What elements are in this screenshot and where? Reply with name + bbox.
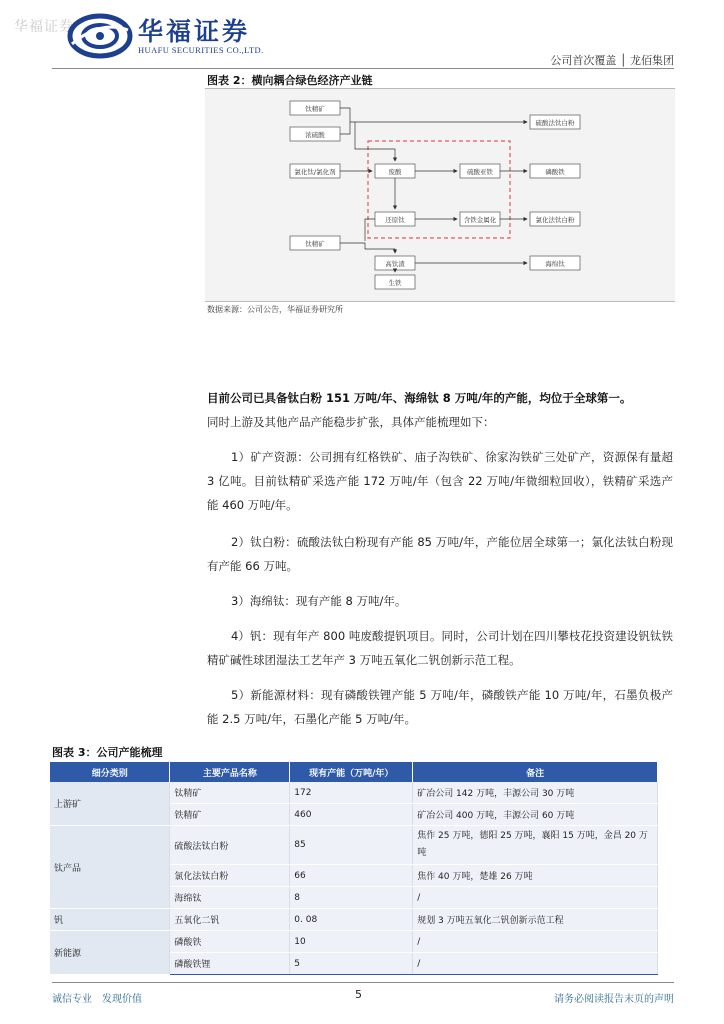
note-cell: 矿冶公司 400 万吨，丰源公司 60 万吨 [413, 804, 658, 826]
table-header-cell: 备注 [413, 762, 658, 782]
capacity-table [50, 762, 658, 975]
node-n6: 钛精矿 [305, 240, 325, 248]
node-n8: 硫酸亚铁 [467, 168, 493, 176]
note-cell: 规划 3 万吨五氧化二钒创新示范工程 [413, 909, 658, 931]
category-cell: 新能源 [50, 931, 170, 975]
note-cell: 焦作 40 万吨，楚雄 26 万吨 [413, 865, 658, 887]
capacity-cell: 5 [290, 953, 413, 975]
node-n4: 废酸 [388, 168, 402, 176]
table-row [50, 931, 658, 953]
product-cell: 硫酸法钛白粉 [170, 826, 290, 865]
note-cell: 焦作 25 万吨，德阳 25 万吨，襄阳 15 万吨，金昌 20 万吨 [413, 826, 658, 865]
note-cell: / [413, 953, 658, 975]
node-n10: 含铁金属化 [463, 216, 497, 224]
product-cell: 钛精矿 [170, 782, 290, 804]
figure-2-source: 数据来源：公司公告，华福证券研究所 [207, 305, 343, 314]
table-row [50, 782, 658, 804]
header-divider [52, 68, 674, 69]
paragraph-new-energy: 5）新能源材料：现有磷酸铁锂产能 5 万吨/年，磷酸铁产能 10 万吨/年，石墨负极产能 2.5 万吨/年，石墨化产能 5 万吨/年。 [207, 688, 673, 726]
table-3-title: 图表 3：公司产能梳理 [52, 746, 163, 759]
category-cell: 上游矿 [50, 782, 170, 826]
node-n5: 还原钛 [385, 216, 405, 224]
footer-divider [52, 982, 674, 983]
summary-paragraph: 目前公司已具备钛白粉 151 万吨/年、海绵钛 8 万吨/年的产能，均位于全球第一。 [207, 391, 632, 405]
paragraph-mineral-resources: 1）矿产资源：公司拥有红格铁矿、庙子沟铁矿、徐家沟铁矿三处矿产，资源保有量超 3 亿吨。目前钛精矿采选产能 172 万吨/年（包含 22 万吨/年微细粒回收），铁精矿采选产能 460 万吨/年。 [207, 450, 673, 512]
note-cell: 矿冶公司 142 万吨，丰源公司 30 万吨 [413, 782, 658, 804]
node-n9: 磷酸铁 [545, 168, 565, 176]
paragraph-sponge-titanium: 3）海绵钛：现有产能 8 万吨/年。 [231, 594, 407, 608]
product-cell: 海绵钛 [170, 887, 290, 909]
intro-paragraph: 同时上游及其他产品产能稳步扩张，具体产能梳理如下： [207, 415, 495, 429]
table-header-cell: 现有产能（万吨/年） [290, 762, 413, 782]
table-row [50, 826, 658, 865]
table-header-row [50, 762, 658, 782]
paragraph-vanadium: 4）钒：现有年产 800 吨废酸提钒项目。同时，公司计划在四川攀枝花投资建设钒钛铁精矿碱性球团湿法工艺年产 3 万吨五氧化二钒创新示范工程。 [207, 629, 673, 667]
node-n7: 硫酸法钛白粉 [535, 119, 575, 127]
footer-slogan: 诚信专业 发现价值 [52, 994, 142, 1005]
note-cell: / [413, 931, 658, 953]
capacity-cell: 10 [290, 931, 413, 953]
capacity-cell: 0. 08 [290, 909, 413, 931]
table-header-cell: 主要产品名称 [170, 762, 290, 782]
footer-disclaimer: 请务必阅读报告末页的声明 [554, 994, 674, 1005]
node-n13: 海绵钛 [545, 260, 565, 268]
paragraph-titanium-dioxide: 2）钛白粉：硫酸法钛白粉现有产能 85 万吨/年，产能位居全球第一；氯化法钛白粉现有产能 66 万吨。 [207, 535, 673, 573]
node-n14: 生铁 [388, 279, 402, 287]
product-cell: 磷酸铁 [170, 931, 290, 953]
table-header-cell: 细分类别 [50, 762, 170, 782]
node-n12: 高钛渣 [385, 260, 405, 268]
capacity-cell: 172 [290, 782, 413, 804]
node-n3: 氯化钛/氯化剂 [294, 168, 336, 176]
logo-english-name: HUAFU SECURITIES CO.,LTD. [138, 45, 264, 55]
node-n1: 钛精矿 [305, 105, 325, 113]
watermark-text: 华福证券 [14, 19, 74, 35]
category-cell: 钒 [50, 909, 170, 931]
product-cell: 氯化法钛白粉 [170, 865, 290, 887]
note-cell: / [413, 887, 658, 909]
category-cell: 钛产品 [50, 826, 170, 909]
page-number: 5 [355, 988, 362, 1001]
table-row [50, 909, 658, 931]
product-cell: 五氧化二钒 [170, 909, 290, 931]
figure-2-diagram [205, 88, 675, 302]
logo-chinese-name: 华福证券 [138, 17, 251, 46]
node-n11: 氯化法钛白粉 [535, 216, 575, 224]
capacity-cell: 66 [290, 865, 413, 887]
node-n2: 浓硫酸 [305, 131, 325, 139]
report-type: 公司首次覆盖 │ 龙佰集团 [550, 54, 674, 67]
product-cell: 磷酸铁锂 [170, 953, 290, 975]
figure-2-title: 图表 2：横向耦合绿色经济产业链 [207, 74, 373, 87]
capacity-cell: 8 [290, 887, 413, 909]
capacity-cell: 460 [290, 804, 413, 826]
capacity-cell: 85 [290, 826, 413, 865]
product-cell: 铁精矿 [170, 804, 290, 826]
